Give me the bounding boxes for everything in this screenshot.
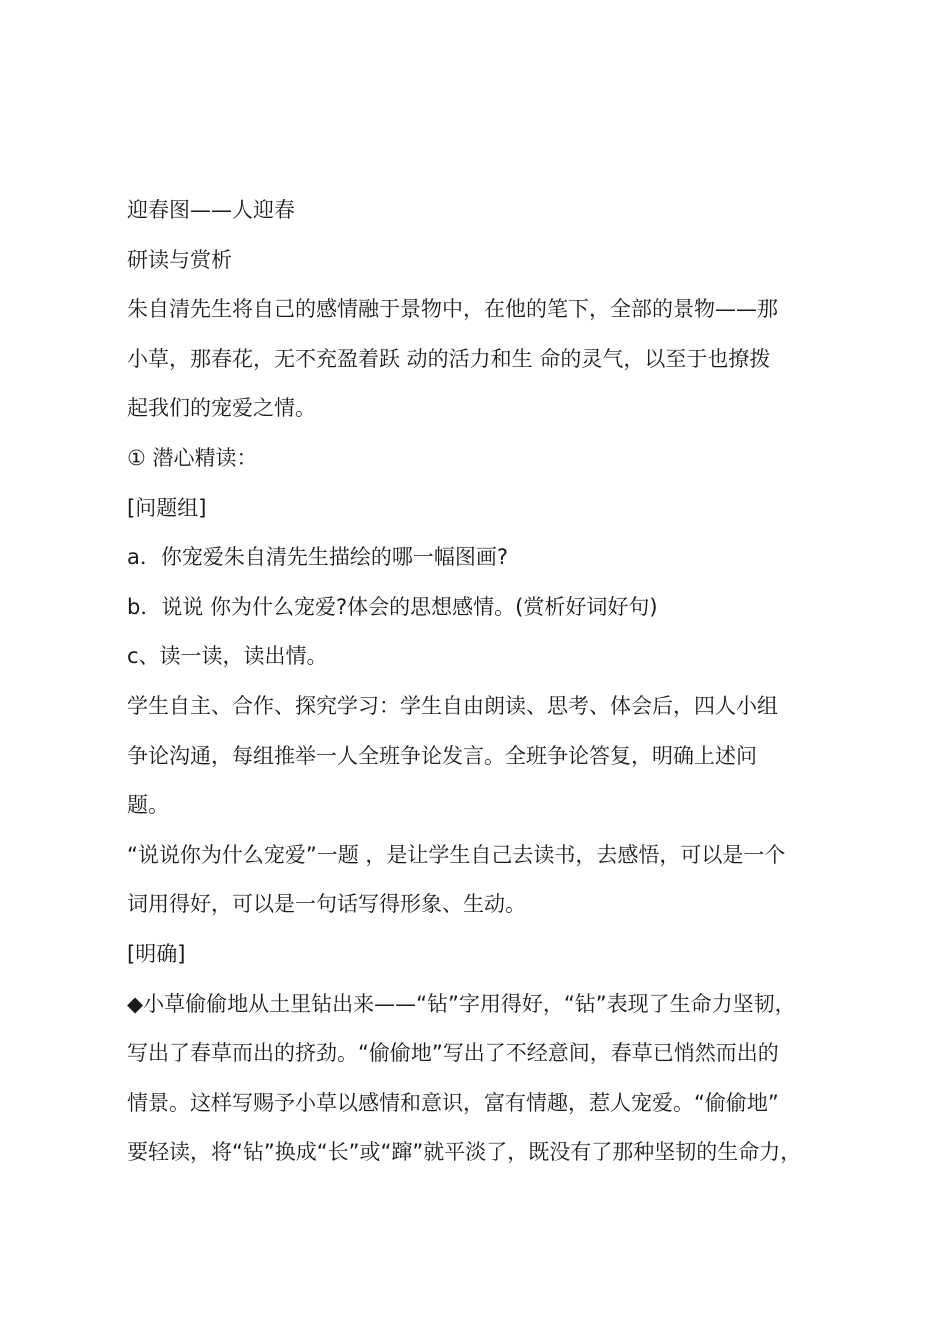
paragraph-line: 要轻读，将“钻”换成“长”或“蹿”就平淡了，既没有了那种坚韧的生命力， [127,1140,802,1165]
document-body [127,186,837,1178]
section-title: 迎春图——人迎春 [127,198,295,222]
paragraph-line: 起我们的宠爱之情。 [127,396,316,421]
section-subtitle: 研读与赏析 [127,247,232,272]
question-group-label: [问题组] [127,495,207,520]
paragraph-line: 写出了春草而出的挤劲。“偷偷地”写出了不经意间，春草已悄然而出的 [127,1041,779,1066]
step-heading: ① 潜心精读： [127,445,258,470]
question-c: c、读一读，读出情。 [127,644,328,669]
paragraph-line: 词用得好，可以是一句话写得形象、生动。 [127,892,526,917]
paragraph-line: 争论沟通，每组推举一人全班争论发言。全班争论答复，明确上述问 [127,743,757,768]
paragraph-line: 小草，那春花，无不充盈着跃 动的活力和生 命的灵气，以至于也撩拨 [127,346,771,371]
question-b: b．说说 你为什么宠爱?体会的思想感情。(赏析好词好句) [127,594,658,619]
question-a: a．你宠爱朱自清先生描绘的哪一幅图画? [127,545,509,570]
paragraph-line: ◆小草偷偷地从土里钻出来——“钻”字用得好，“钻”表现了生命力坚韧， [127,991,796,1016]
clarify-label: [明确] [127,941,186,966]
paragraph-line: 题。 [127,793,169,818]
paragraph-line: 情景。这样写赐予小草以感情和意识，富有情趣，惹人宠爱。“偷偷地” [127,1090,779,1115]
paragraph-line: 朱自清先生将自己的感情融于景物中，在他的笔下，全部的景物——那 [127,297,778,322]
paragraph-line: 学生自主、合作、探究学习：学生自由朗读、思考、体会后，四人小组 [127,693,778,718]
paragraph-line: “说说你为什么宠爱”一题 ，是让学生自己去读书，去感悟，可以是一个 [127,842,786,867]
